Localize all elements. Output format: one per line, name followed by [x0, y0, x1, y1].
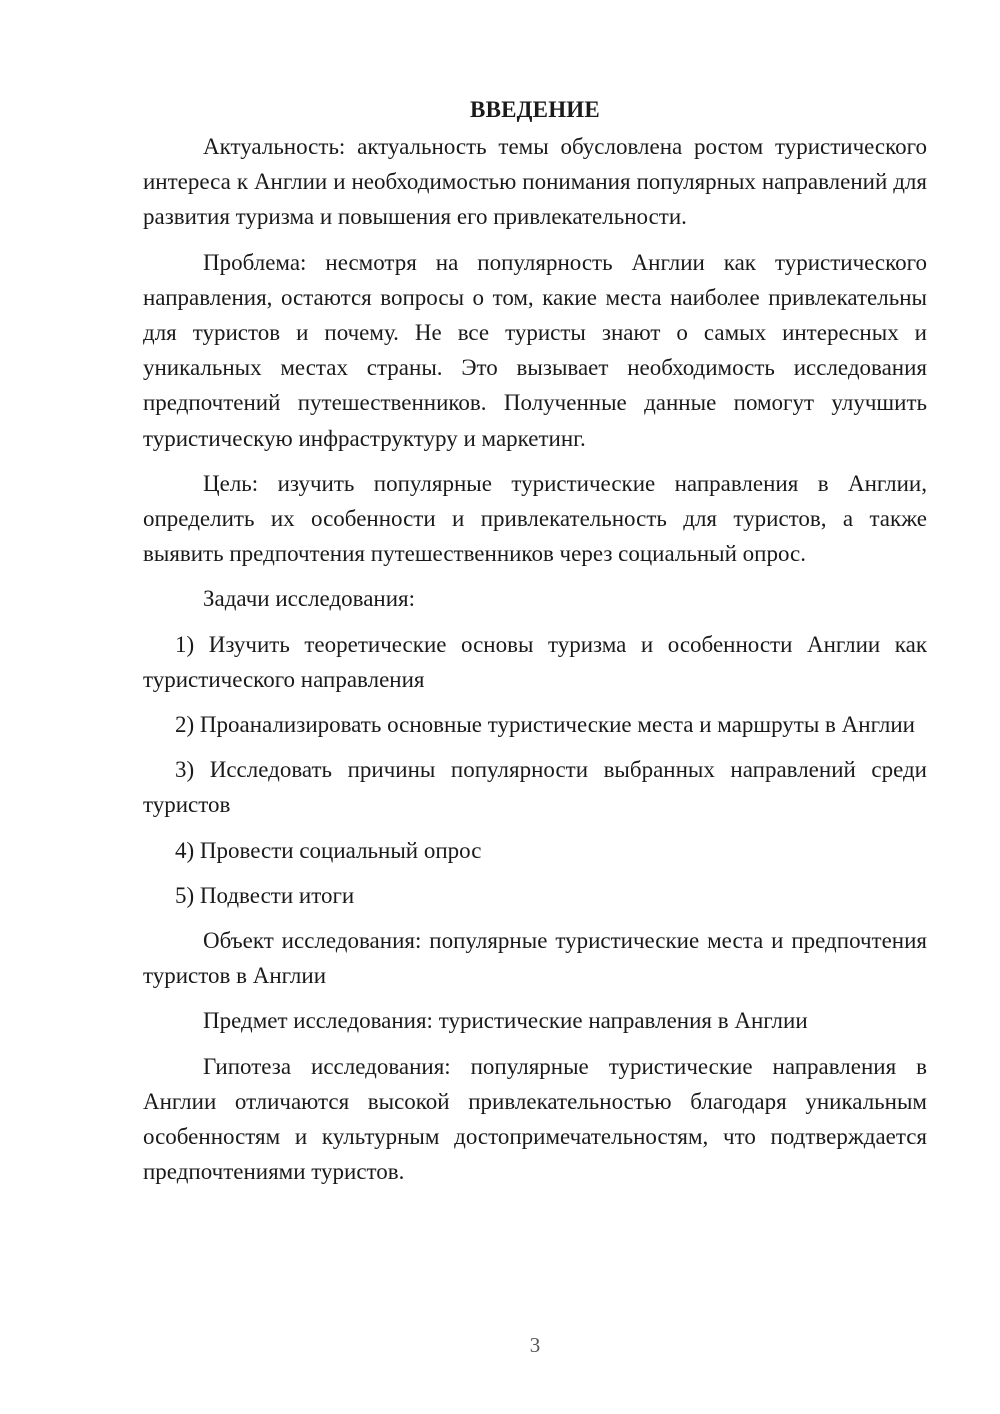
list-item: 3) Исследовать причины популярности выбранных направлений среди туристов	[143, 757, 927, 818]
list-item: 5) Подвести итоги	[175, 882, 355, 908]
tasks-list	[143, 627, 927, 913]
object-paragraph: Объект исследования: популярные туристические места и предпочтения туристов в Англии	[143, 928, 927, 989]
tasks-heading: Задачи исследования:	[203, 586, 416, 612]
relevance-paragraph: Актуальность: актуальность темы обусловлена ростом туристического интереса к Англии и необходимостью понимания популярных направлений для развития туризма и повышения его привлекательности.	[143, 134, 927, 230]
hypothesis-paragraph: Гипотеза исследования: популярные туристические направления в Англии отличаются высокой привлекательностью благодаря уникальным особенностям и культурным достопримечательностям, что подтверждается предпочтениями туристов.	[143, 1053, 927, 1185]
document-page	[143, 92, 927, 1199]
goal-paragraph: Цель: изучить популярные туристические направления в Англии, определить их особенности и привлекательность для туристов, а также выявить предпочтения путешественников через социальный опрос.	[143, 470, 927, 567]
list-item: 1) Изучить теоретические основы туризма и особенности Англии как туристического направления	[143, 631, 927, 692]
page-number: 3	[529, 1333, 541, 1357]
list-item: 2) Проанализировать основные туристические места и маршруты в Англии	[175, 712, 915, 738]
section-heading: ВВЕДЕНИЕ	[470, 97, 600, 122]
problem-paragraph: Проблема: несмотря на популярность Англии как туристического направления, остаются вопросы о том, какие места наиболее привлекательны для туристов и почему. Не все туристы знают о самых интересных и уникальных местах страны. Это вызывает необходимость исследования предпочтений путешественников. Полученные данные помогут улучшить туристическую инфраструктуру и маркетинг.	[143, 249, 927, 451]
list-item: 4) Провести социальный опрос	[175, 837, 482, 863]
subject-paragraph: Предмет исследования: туристические направления в Англии	[203, 1008, 808, 1034]
